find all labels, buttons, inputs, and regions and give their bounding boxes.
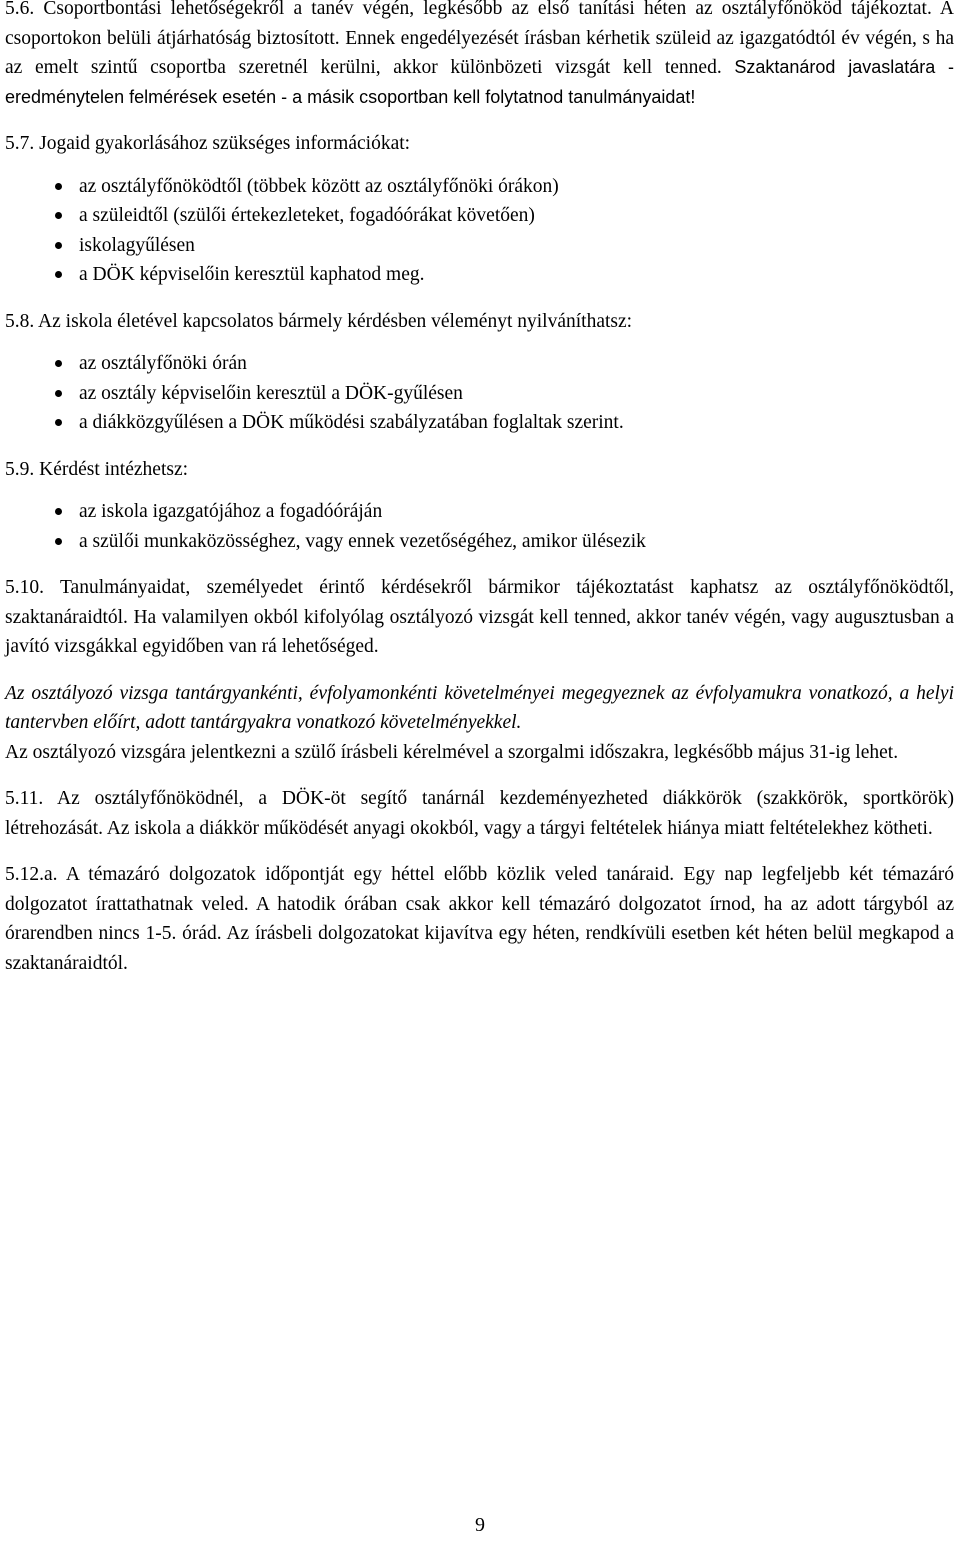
bullet-icon xyxy=(55,183,62,190)
section-5-8-list xyxy=(5,349,954,438)
list-item: a szülői munkaközösséghez, vagy ennek vezetőségéhez, amikor ülésezik xyxy=(5,527,954,557)
page-number: 9 xyxy=(475,1514,485,1536)
list-item: a szüleidtől (szülői értekezleteket, fogadóórákat követően) xyxy=(5,201,954,231)
list-item: az osztály képviselőin keresztül a DÖK-gyűlésen xyxy=(5,379,954,409)
bullet-icon xyxy=(55,271,62,278)
section-5-12a-paragraph: 5.12.a. A témazáró dolgozatok időpontját egy héttel előbb közlik veled tanáraid. Egy nap legfeljebb két témazáró dolgozatot írattathatnak veled. A hatodik órában csak akkor kell témazáró dolgozatot írnod, ha az adott tárgyból az órarendben nincs 1-5. órád. Az írásbeli dolgozatokat kijavítva egy héten, rendkívüli esetben két héten belül megkapod a szaktanáraidtól. xyxy=(5,864,954,974)
list-item: az iskola igazgatójához a fogadóóráján xyxy=(5,497,954,527)
bullet-icon xyxy=(55,390,62,397)
section-5-10-application: Az osztályozó vizsgára jelentkezni a szülő írásbeli kérelmével a szorgalmi időszakra, legkésőbb május 31-ig lehet. xyxy=(5,741,899,763)
list-item: az osztályfőnöki órán xyxy=(5,349,954,379)
section-5-6-warning: Szaktanárod javaslatára - eredménytelen felmérések esetén - a másik csoportban kell folytatnod tanulmányaidat! xyxy=(5,57,955,107)
list-item: iskolagyűlésen xyxy=(5,231,954,261)
section-5-7-heading: 5.7. Jogaid gyakorlásához szükséges információkat: xyxy=(5,133,411,154)
bullet-icon xyxy=(55,212,62,219)
bullet-icon xyxy=(55,538,62,545)
section-5-9-list xyxy=(5,497,954,556)
list-item: a diákközgyűlésen a DÖK működési szabályzatában foglaltak szerint. xyxy=(5,408,954,438)
list-item: az osztályfőnöködtől (többek között az osztályfőnöki órákon) xyxy=(5,172,954,202)
section-5-7-list xyxy=(5,172,954,290)
section-5-6-paragraph xyxy=(5,0,954,112)
list-item: a DÖK képviselőin keresztül kaphatod meg. xyxy=(5,260,954,290)
document-page xyxy=(5,0,954,978)
bullet-icon xyxy=(55,360,62,367)
bullet-icon xyxy=(55,419,62,426)
section-5-10-italic-note: Az osztályozó vizsga tantárgyankénti, évfolyamonkénti követelményei megegyeznek az évfolyamukra vonatkozó, a helyi tantervben előírt, adott tantárgyakra vonatkozó követelményekkel. xyxy=(5,682,954,733)
section-5-10-paragraph: 5.10. Tanulmányaidat, személyedet érintő kérdésekről bármikor tájékoztatást kaphatsz az osztályfőnöködtől, szaktanáraidtól. Ha valamilyen okból kifolyólag osztályozó vizsgát kell tenned, akkor tanév végén, vagy augusztusban a javító vizsgákkal egyidőben van rá lehetőséged. xyxy=(5,577,954,657)
section-5-6-text: 5.6. Csoportbontási lehetőségekről a tanév végén, legkésőbb az első tanítási héten az osztályfőnököd tájékoztat. A csoportokon belüli átjárhatóság biztosított. Ennek engedélyezését írásban kérhetik szüleid az igazgatódtól év végén, s ha az emelt szintű csoportba szeretnél kerülni, akkor különbözeti vizsgát kell tenned. xyxy=(5,0,954,78)
section-5-9-heading: 5.9. Kérdést intézhetsz: xyxy=(5,458,189,480)
bullet-icon xyxy=(55,242,62,249)
bullet-icon xyxy=(55,508,62,515)
section-5-8-heading: 5.8. Az iskola életével kapcsolatos bármely kérdésben véleményt nyilváníthatsz: xyxy=(5,310,633,332)
section-5-11-paragraph: 5.11. Az osztályfőnöködnél, a DÖK-öt segítő tanárnál kezdeményezheted diákkörök (szakkörök, sportkörök) létrehozását. Az iskola a diákkör működését anyagi okokból, vagy a tárgyi feltételek hiánya miatt feltételekhez kötheti. xyxy=(5,788,954,839)
